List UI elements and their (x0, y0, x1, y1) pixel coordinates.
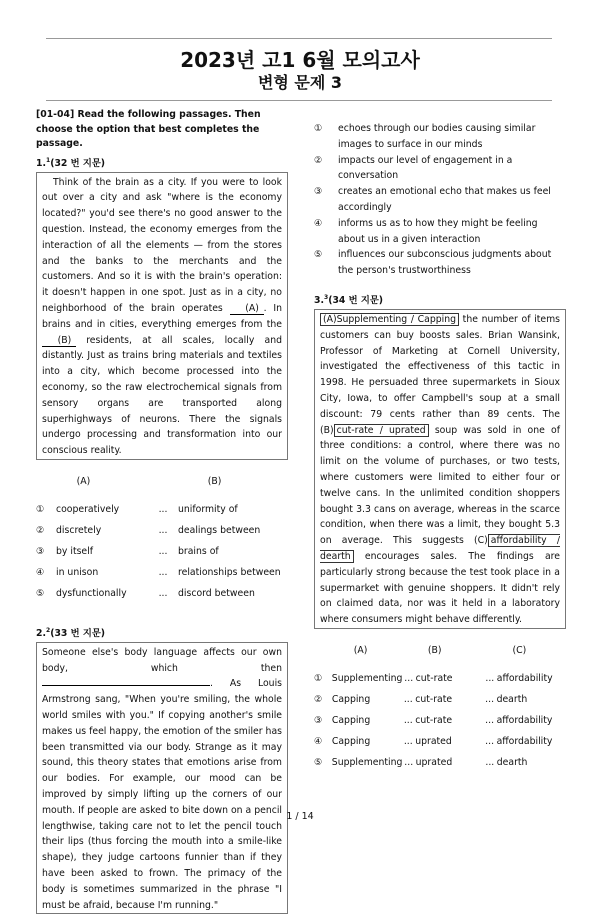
question-3-header: 3.$^3$(34 번 지문) (314, 293, 384, 307)
question-1-option-header: (A) (B) (76, 475, 222, 487)
title-rule (46, 100, 552, 101)
blank-q2 (42, 685, 210, 686)
q1-text-2: . In brains and in cities, everything emerges from the (42, 302, 282, 330)
q1-option-1[interactable]: ① cooperatively ... uniformity of (36, 504, 238, 516)
left-column (36, 108, 288, 914)
blank-a: (A) (230, 303, 264, 315)
question-2-header: 2.$^2$(33 번 지문) (36, 626, 106, 639)
question-1-passage (36, 172, 288, 460)
q2-text-2: . As Louis Armstrong sang, "When you're smiling, the whole world smiles with you." If copying another's smile makes us feel happy, the emotion of the smiler has been transmitted via our body. Strange as it may sound, this theory states that emotions arise from our bodies. For example, our mood can be improved by simply lifting up the corners of our mouth. If people are asked to bite down on a pencil lengthwise, taking care not to let the pencil touch their lips (thus forcing the mouth into a smile-like shape), they judge cartoons funnier than if they have been asked to frown. The primacy of the body is sometimes summarized in the phrase "I must be afraid, because I'm running." (42, 678, 282, 911)
q2-option-2[interactable]: ② impacts our level of engagement in a conversation (314, 154, 513, 182)
exam-subtitle: 변형 문제 3 (257, 73, 343, 92)
instructions: [01-04] Read the following passages. Then choose the option that best completes the passage. (36, 109, 261, 149)
q2-option-4[interactable]: ④ informs us as to how they might be feeling about us in a given interaction (314, 217, 538, 245)
q1-option-5[interactable]: ⑤ dysfunctionally ... discord between (36, 588, 255, 600)
question-3-passage (314, 309, 566, 629)
choice-box-c: affordability / dearth (320, 535, 560, 563)
choice-label-c: (C) (474, 535, 488, 547)
question-2-passage (36, 642, 288, 914)
q3-option-3[interactable]: ③ Capping ... cut-rate ... affordability (314, 715, 553, 727)
page-number: 1 / 14 (286, 811, 314, 822)
q1-option-4[interactable]: ④ in unison ... relationships between (36, 567, 281, 579)
question-1-header: 1.$^1$(32 번 지문) (36, 156, 106, 169)
q2-text-1: Someone else's body language affects our own body, which then (42, 646, 282, 674)
right-column (314, 121, 566, 774)
q3-text-1: the number of items customers can buy boosts sales. Brian Wansink, Professor of Marketing at Cornell University, investigated the effectiveness of this tactic in 1998. He persuaded three supermarkets in Sioux City, Iowa, to offer Campbell's soup at a small discount: 79 cents rather than 89 cents. The (320, 314, 560, 420)
question-2-options (314, 121, 566, 279)
choice-box-b: cut-rate / uprated (334, 424, 429, 437)
top-rule (46, 38, 552, 39)
q3-text-2: soup was sold in one of three conditions: a control, where there was no limit on the volume of purchases, or two tests, where customers were limited to either four or twelve cans. In the unlimited condition shoppers bought 3.3 cans on average, whereas in the scarce condition, when there was a limit, they bought 5.3 on average. This suggests (320, 424, 560, 547)
q3-option-5[interactable]: ⑤ Supplementing ... uprated ... dearth (314, 757, 528, 769)
question-1-options (36, 500, 288, 605)
q1-text-1: Think of the brain as a city. If you were to look out over a city and ask "where is the economy located?" you'd see there's no good answer to the question. Instead, the economy emerges from the interaction of all the elements — from the stores and the banks to the merchants and the customers. And so it is with the brain's operation: it doesn't happen in one spot. Just as in a city, no neighborhood of the brain operates (42, 176, 282, 314)
q3-option-2[interactable]: ② Capping ... cut-rate ... dearth (314, 694, 528, 706)
question-3-option-header: (A) (B) (C) (353, 645, 527, 656)
choice-label-b: (B) (320, 424, 334, 436)
q1-text-3: residents, at all scales, locally and distantly. Just as trains bring materials and textiles into a city, which become processed into the economy, so the raw electrochemical signals from sensory organs are transported along superhighways of neurons. There the signals undergo processing and transformation into our conscious reality. (42, 334, 282, 457)
q3-text-3: encourages sales. The findings are particularly strong because the test took place in a supermarket with genuine shoppers. It didn't rely on claimed data, nor was it held in a laboratory where consumers might behave differently. (320, 551, 560, 626)
q1-option-2[interactable]: ② discretely ... dealings between (36, 525, 261, 537)
question-3-options (314, 669, 566, 774)
q2-option-5[interactable]: ⑤ influences our subconscious judgments about the person's trustworthiness (314, 249, 552, 277)
exam-title: 2023년 고1 6월 모의고사 (180, 48, 420, 72)
q3-option-1[interactable]: ① Supplementing ... cut-rate ... affordability (314, 673, 553, 685)
blank-b: (B) (42, 335, 76, 347)
q2-option-1[interactable]: ① echoes through our bodies causing similar images to surface in our minds (314, 123, 536, 150)
q1-option-3[interactable]: ③ by itself ... brains of (36, 546, 219, 558)
q2-option-3[interactable]: ③ creates an emotional echo that makes us feel accordingly (314, 186, 551, 213)
choice-box-a: (A)Supplementing / Capping (320, 313, 459, 326)
q3-option-4[interactable]: ④ Capping ... uprated ... affordability (314, 736, 553, 748)
